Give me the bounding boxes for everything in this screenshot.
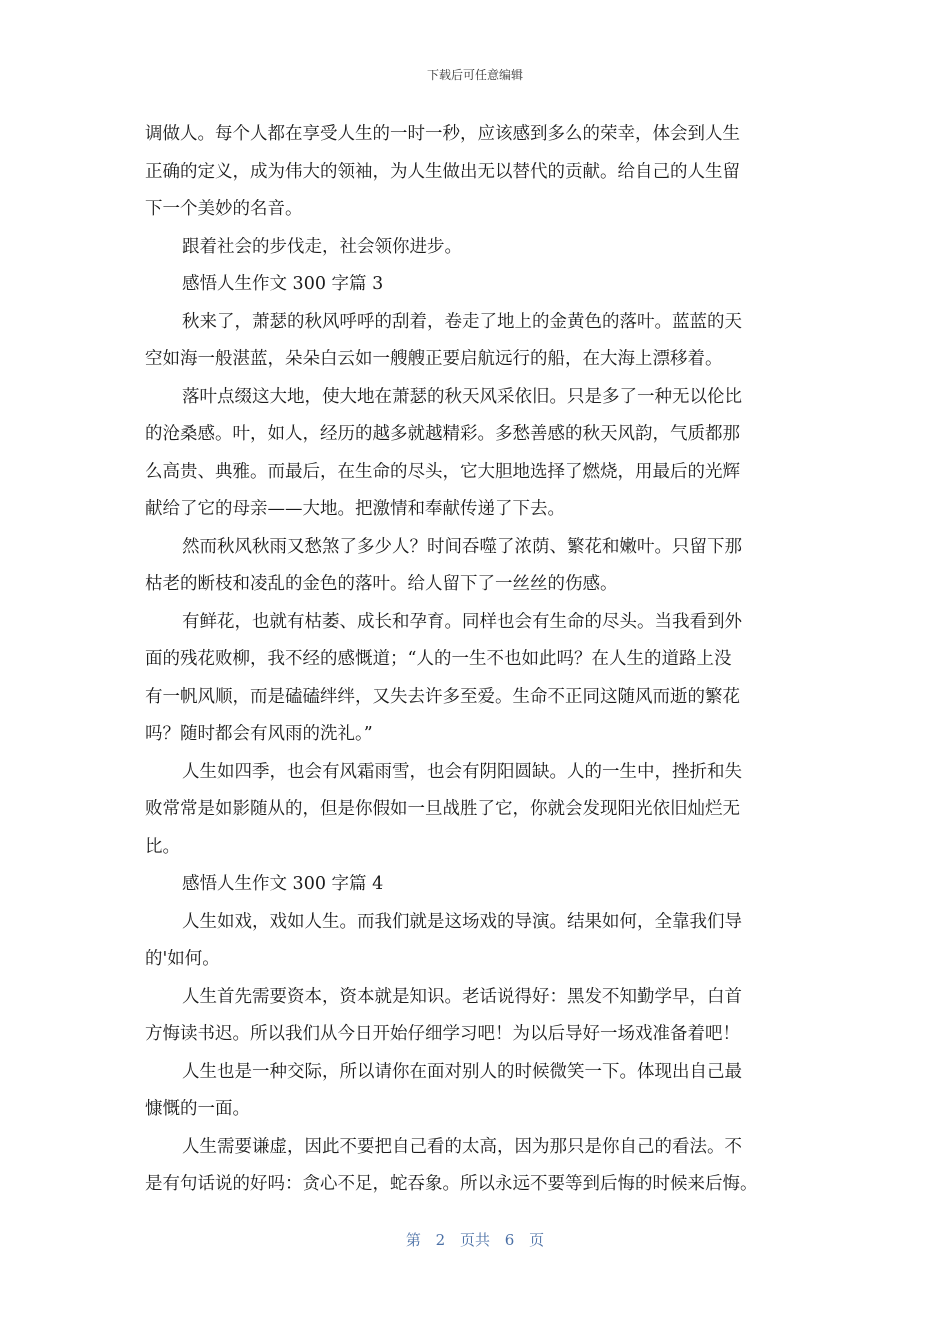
text-line: 感悟人生作文 300 字篇 3 [182, 274, 384, 294]
paragraph [145, 979, 810, 1054]
page-header: 下载后可任意编辑 [426, 68, 523, 82]
footer-total-pages: 6 [504, 1231, 515, 1249]
paragraph [145, 866, 810, 904]
text-line: 面的残花败柳，我不经的感慨道；“人的一生不也如此吗？在人生的道路上没 [145, 649, 732, 669]
text-line: 方悔读书迟。所以我们从今日开始仔细学习吧！为以后导好一场戏准备着吧！ [145, 1024, 740, 1044]
paragraph [145, 604, 810, 754]
text-line: 枯老的断枝和凌乱的金色的落叶。给人留下了一丝丝的伤感。 [145, 574, 618, 594]
paragraph [145, 529, 810, 604]
text-line: 有鲜花，也就有枯萎、成长和孕育。同样也会有生命的尽头。当我看到外 [182, 611, 742, 632]
text-line: 跟着社会的步伐走，社会领你进步。 [182, 236, 462, 257]
paragraph [145, 754, 810, 867]
text-line: 落叶点缀这大地，使大地在萧瑟的秋天风采依旧。只是多了一种无以伦比 [182, 386, 742, 407]
paragraph [145, 229, 810, 267]
text-line: 人生需要谦虚，因此不要把自己看的太高，因为那只是你自己的看法。不 [182, 1136, 742, 1157]
document-body [145, 116, 810, 1204]
text-line: 下一个美妙的名音。 [145, 199, 303, 219]
text-line: 的'如何。 [145, 949, 220, 969]
footer-prefix: 第 [405, 1231, 421, 1249]
footer-suffix: 页 [529, 1231, 545, 1249]
paragraph [145, 1129, 810, 1204]
paragraph [145, 116, 810, 229]
page-footer [0, 1229, 950, 1250]
text-line: 然而秋风秋雨又愁煞了多少人？时间吞噬了浓荫、繁花和嫩叶。只留下那 [182, 536, 742, 557]
paragraph [145, 379, 810, 529]
footer-current-page: 2 [435, 1231, 446, 1249]
text-line: 吗？随时都会有风雨的洗礼。” [145, 724, 373, 744]
text-line: 人生如戏，戏如人生。而我们就是这场戏的导演。结果如何，全靠我们导 [182, 911, 742, 932]
text-line: 么高贵、典雅。而最后，在生命的尽头，它大胆地选择了燃烧，用最后的光辉 [145, 461, 740, 482]
text-line: 败常常是如影随从的，但是你假如一旦战胜了它，你就会发现阳光依旧灿烂无 [145, 799, 740, 819]
text-line: 正确的定义，成为伟大的领袖，为人生做出无以替代的贡献。给自己的人生留 [145, 161, 740, 182]
text-line: 秋来了，萧瑟的秋风呼呼的刮着，卷走了地上的金黄色的落叶。蓝蓝的天 [182, 311, 742, 332]
paragraph [145, 266, 810, 304]
text-line: 慷慨的一面。 [145, 1099, 250, 1119]
text-line: 有一帆风顺，而是磕磕绊绊，又失去许多至爱。生命不正同这随风而逝的繁花 [145, 686, 740, 707]
text-line: 人生首先需要资本，资本就是知识。老话说得好：黑发不知勤学早，白首 [182, 986, 742, 1007]
text-line: 人生如四季，也会有风霜雨雪，也会有阴阳圆缺。人的一生中，挫折和失 [182, 761, 742, 782]
text-line: 空如海一般湛蓝，朵朵白云如一艘艘正要启航远行的船，在大海上漂移着。 [145, 349, 723, 369]
text-line: 比。 [145, 836, 180, 857]
text-line: 是有句话说的好吗：贪心不足，蛇吞象。所以永远不要等到后悔的时候来后悔。 [145, 1174, 758, 1194]
paragraph [145, 1054, 810, 1129]
paragraph [145, 904, 810, 979]
text-line: 的沧桑感。叶，如人，经历的越多就越精彩。多愁善感的秋天风韵，气质都那 [145, 424, 740, 444]
footer-middle: 页共 [459, 1231, 490, 1249]
text-line: 献给了它的母亲——大地。把激情和奉献传递了下去。 [145, 499, 565, 519]
text-line: 感悟人生作文 300 字篇 4 [182, 874, 384, 894]
text-line: 调做人。每个人都在享受人生的一时一秒，应该感到多么的荣幸，体会到人生 [145, 124, 740, 144]
text-line: 人生也是一种交际，所以请你在面对别人的时候微笑一下。体现出自己最 [182, 1061, 742, 1082]
paragraph [145, 304, 810, 379]
